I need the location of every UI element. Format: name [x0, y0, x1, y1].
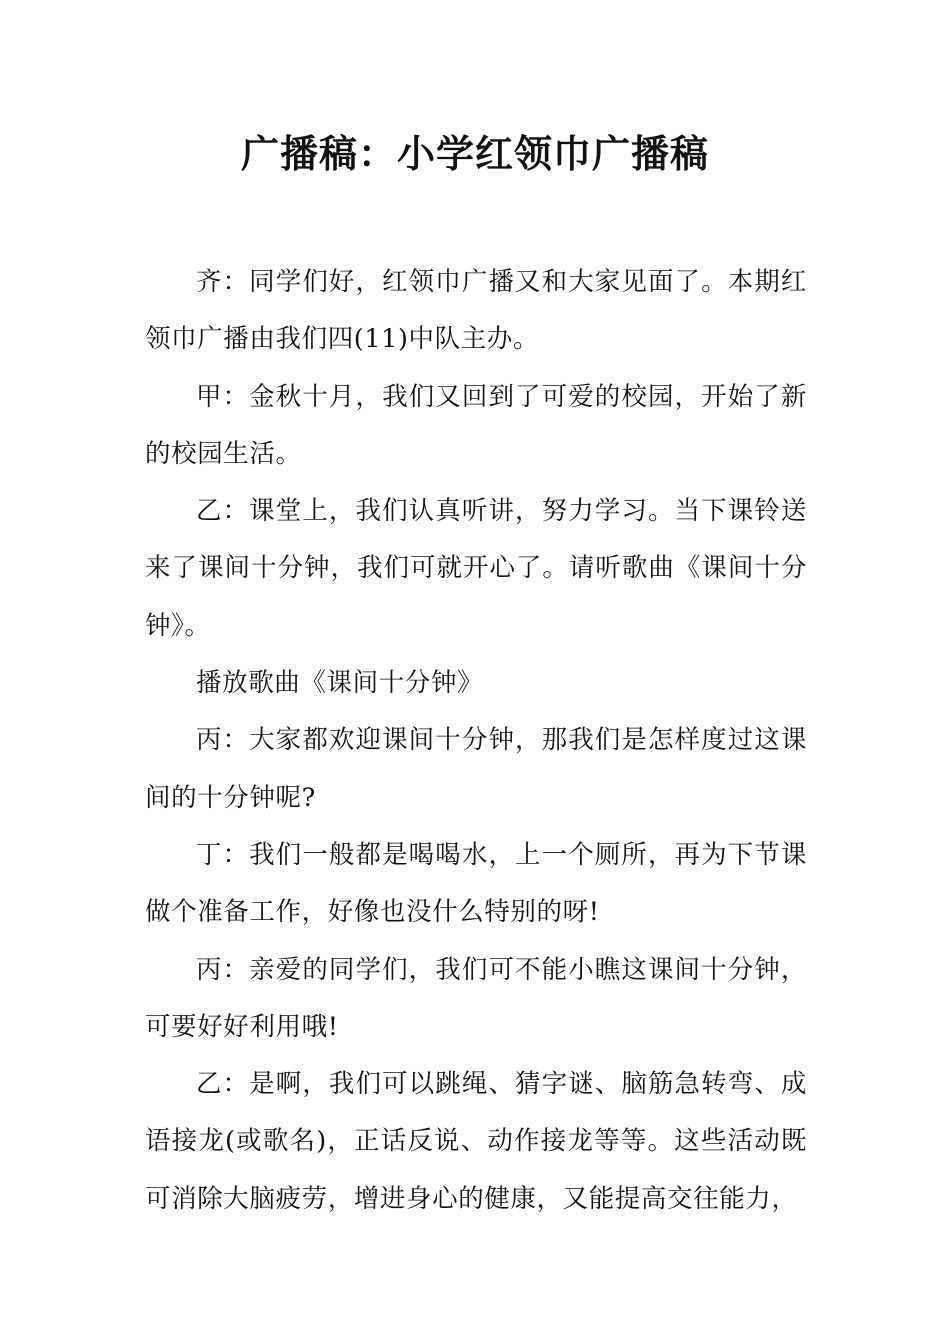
- paragraph: 齐：同学们好，红领巾广播又和大家见面了。本期红领巾广播由我们四(11)中队主办。: [145, 267, 807, 355]
- paragraph: 乙：课堂上，我们认真听讲，努力学习。当下课铃送来了课间十分钟，我们可就开心了。请听歌曲《课间十分钟》。: [145, 496, 807, 641]
- paragraph: 甲：金秋十月，我们又回到了可爱的校园，开始了新的校园生活。: [145, 381, 807, 469]
- paragraph: 播放歌曲《课间十分钟》: [196, 668, 484, 699]
- paragraph: 乙：是啊，我们可以跳绳、猜字谜、脑筋急转弯、成语接龙(或歌名)，正话反说、动作接龙等等。这些活动既可消除大脑疲劳，增进身心的健康，又能提高交往能力，: [145, 1069, 807, 1214]
- paragraph: 丙：大家都欢迎课间十分钟，那我们是怎样度过这课间的十分钟呢?: [145, 725, 807, 813]
- document-title: 广播稿：小学红领巾广播稿: [240, 131, 709, 176]
- paragraph: 丁：我们一般都是喝喝水，上一个厕所，再为下节课做个准备工作，好像也没什么特别的呀!: [145, 839, 807, 928]
- document-body: [145, 254, 807, 1228]
- paragraph: 丙：亲爱的同学们，我们可不能小瞧这课间十分钟，可要好好利用哦!: [145, 954, 807, 1042]
